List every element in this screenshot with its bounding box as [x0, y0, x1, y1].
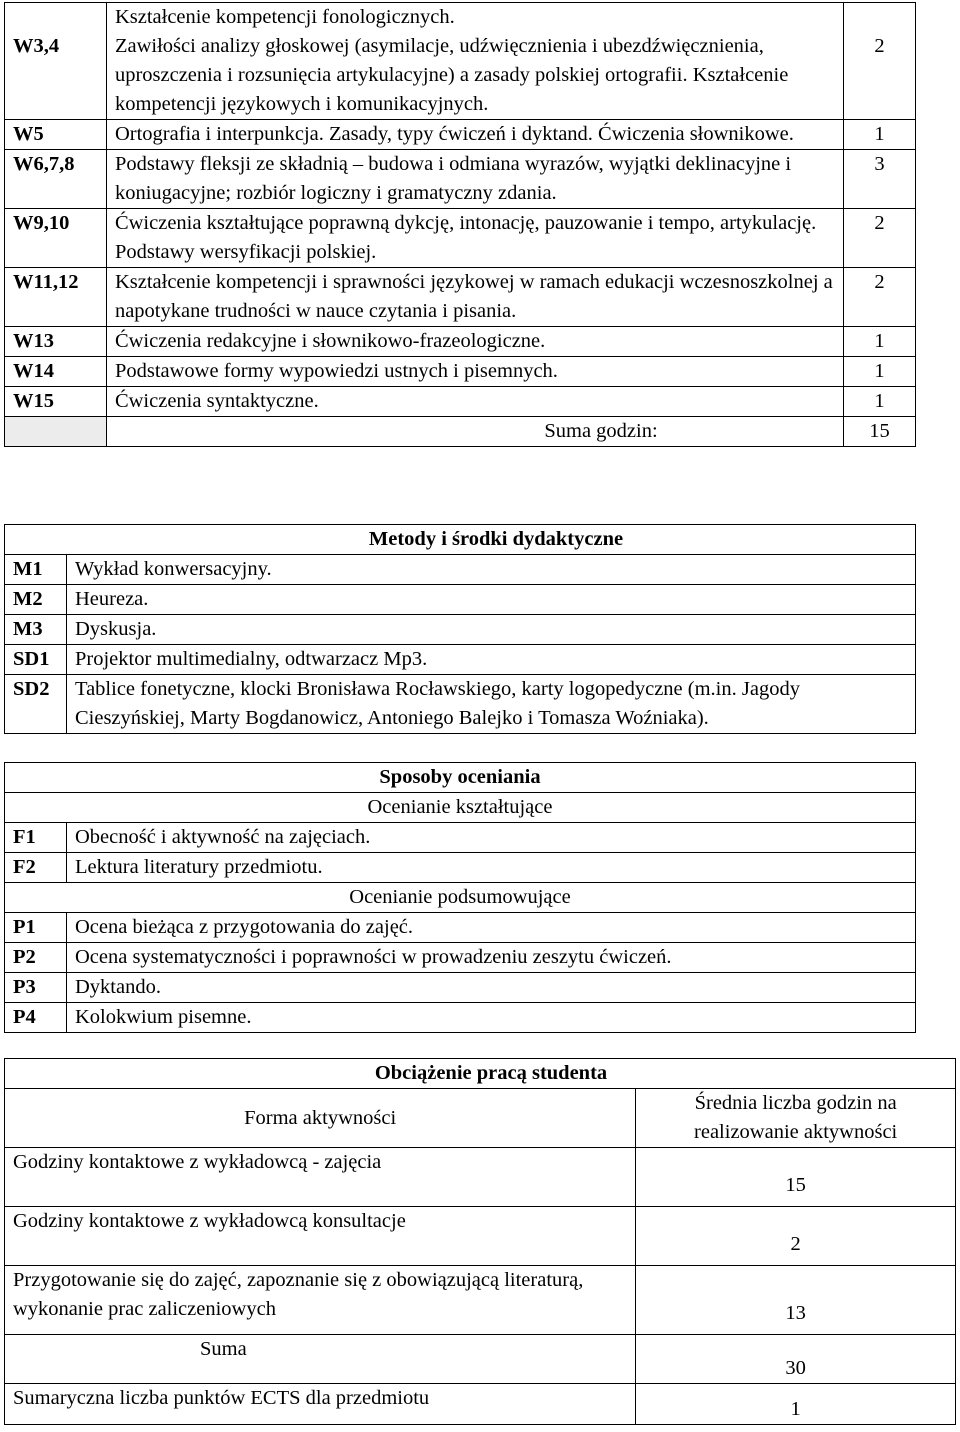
method-text: Dyskusja. — [66, 615, 915, 645]
table-row — [5, 120, 916, 150]
assessment-code: P3 — [5, 973, 67, 1003]
methods-title: Metody i środki dydaktyczne — [5, 525, 916, 555]
assessment-code: F2 — [5, 853, 67, 883]
topic-code: W3,4 — [5, 32, 107, 120]
assessment-text: Ocena systematyczności i poprawności w prowadzeniu zeszytu ćwiczeń. — [66, 943, 915, 973]
table-row — [5, 387, 916, 417]
assessment-code: P1 — [5, 913, 67, 943]
topic-text: Podstawy fleksji ze składnią – budowa i odmiana wyrazów, wyjątki deklinacyjne i koniugacyjne; rozbiór logiczny i gramatyczny zdania. — [106, 150, 843, 209]
topic-hours — [844, 3, 916, 33]
methods-table — [4, 524, 916, 734]
table-row — [5, 209, 916, 268]
topic-code: W9,10 — [5, 209, 107, 268]
assessment-text: Dyktando. — [66, 973, 915, 1003]
table-row — [5, 327, 916, 357]
workload-label: Godziny kontaktowe z wykładowcą konsultacje — [5, 1207, 636, 1266]
topic-code: W6,7,8 — [5, 150, 107, 209]
topic-hours: 2 — [844, 32, 916, 120]
formative-label: Ocenianie kształtujące — [5, 793, 916, 823]
topic-hours: 3 — [844, 150, 916, 209]
table-row — [5, 357, 916, 387]
topic-code: W13 — [5, 327, 107, 357]
workload-label: Przygotowanie się do zajęć, zapoznanie się z obowiązującą literaturą, wykonanie prac zaliczeniowych — [5, 1266, 636, 1335]
table-row — [5, 615, 916, 645]
sum-value: 15 — [844, 417, 916, 447]
topic-text: Ćwiczenia syntaktyczne. — [106, 387, 843, 417]
topics-table — [4, 2, 916, 447]
topic-code: W11,12 — [5, 268, 107, 327]
topic-text: Kształcenie kompetencji fonologicznych. — [106, 3, 843, 33]
method-text: Tablice fonetyczne, klocki Bronisława Rocławskiego, karty logopedyczne (m.in. Jagody Cieszyńskiej, Marty Bogdanowicz, Antoniego Balejko i Tomasza Woźniaka). — [66, 675, 915, 734]
workload-label: Godziny kontaktowe z wykładowcą - zajęcia — [5, 1148, 636, 1207]
assessment-table — [4, 762, 916, 1033]
method-code: SD2 — [5, 675, 67, 734]
topic-text: Ćwiczenia redakcyjne i słownikowo-frazeologiczne. — [106, 327, 843, 357]
assessment-text: Obecność i aktywność na zajęciach. — [66, 823, 915, 853]
topic-hours: 1 — [844, 387, 916, 417]
workload-col1: Forma aktywności — [5, 1089, 636, 1148]
table-row — [5, 1384, 956, 1425]
topic-hours: 2 — [844, 209, 916, 268]
workload-value: 13 — [636, 1266, 956, 1335]
table-row — [5, 943, 916, 973]
topic-code: W15 — [5, 387, 107, 417]
table-row — [5, 675, 916, 734]
table-row — [5, 913, 916, 943]
method-text: Heureza. — [66, 585, 915, 615]
assessment-text: Lektura literatury przedmiotu. — [66, 853, 915, 883]
assessment-code: P4 — [5, 1003, 67, 1033]
table-row — [5, 150, 916, 209]
table-row — [5, 3, 916, 33]
topic-code — [5, 3, 107, 33]
table-row — [5, 417, 916, 447]
table-row — [5, 1335, 956, 1384]
method-text: Projektor multimedialny, odtwarzacz Mp3. — [66, 645, 915, 675]
table-row — [5, 1266, 956, 1335]
method-code: SD1 — [5, 645, 67, 675]
topic-text: Zawiłości analizy głoskowej (asymilacje, udźwięcznienia i ubezdźwięcznienia, uproszczenia i rozsunięcia artykulacyjne) a zasady polskiej ortografii. Kształcenie kompetencji językowych i komunikacyjnych. — [106, 32, 843, 120]
assessment-text: Kolokwium pisemne. — [66, 1003, 915, 1033]
table-row — [5, 645, 916, 675]
table-row — [5, 823, 916, 853]
table-row — [5, 32, 916, 120]
method-text: Wykład konwersacyjny. — [66, 555, 915, 585]
topic-hours: 1 — [844, 357, 916, 387]
table-row — [5, 1148, 956, 1207]
sum-empty-cell — [5, 417, 107, 447]
table-row — [5, 555, 916, 585]
workload-col2: Średnia liczba godzin na realizowanie aktywności — [636, 1089, 956, 1148]
assessment-text: Ocena bieżąca z przygotowania do zajęć. — [66, 913, 915, 943]
workload-table — [4, 1058, 956, 1425]
table-row — [5, 853, 916, 883]
topic-hours: 1 — [844, 327, 916, 357]
topic-text: Ortografia i interpunkcja. Zasady, typy ćwiczeń i dyktand. Ćwiczenia słownikowe. — [106, 120, 843, 150]
topic-code: W14 — [5, 357, 107, 387]
method-code: M3 — [5, 615, 67, 645]
topic-code: W5 — [5, 120, 107, 150]
method-code: M1 — [5, 555, 67, 585]
table-row — [5, 1207, 956, 1266]
topic-text: Podstawowe formy wypowiedzi ustnych i pisemnych. — [106, 357, 843, 387]
assessment-title: Sposoby oceniania — [5, 763, 916, 793]
topic-text: Ćwiczenia kształtujące poprawną dykcję, intonację, pauzowanie i tempo, artykulację. Podstawy wersyfikacji polskiej. — [106, 209, 843, 268]
workload-title: Obciążenie pracą studenta — [5, 1059, 956, 1089]
topic-text: Kształcenie kompetencji i sprawności językowej w ramach edukacji wczesnoszkolnej a napotykane trudności w nauce czytania i pisania. — [106, 268, 843, 327]
sum-label: Suma godzin: — [106, 417, 843, 447]
workload-sum-value: 30 — [636, 1335, 956, 1384]
ects-value: 1 — [636, 1384, 956, 1425]
ects-label: Sumaryczna liczba punktów ECTS dla przedmiotu — [5, 1384, 636, 1425]
method-code: M2 — [5, 585, 67, 615]
topic-hours: 2 — [844, 268, 916, 327]
table-row — [5, 268, 916, 327]
workload-value: 15 — [636, 1148, 956, 1207]
summative-label: Ocenianie podsumowujące — [5, 883, 916, 913]
table-row — [5, 973, 916, 1003]
topic-hours: 1 — [844, 120, 916, 150]
assessment-code: P2 — [5, 943, 67, 973]
workload-sum-label: Suma — [5, 1335, 636, 1384]
assessment-code: F1 — [5, 823, 67, 853]
table-row — [5, 585, 916, 615]
table-row — [5, 1003, 916, 1033]
workload-value: 2 — [636, 1207, 956, 1266]
